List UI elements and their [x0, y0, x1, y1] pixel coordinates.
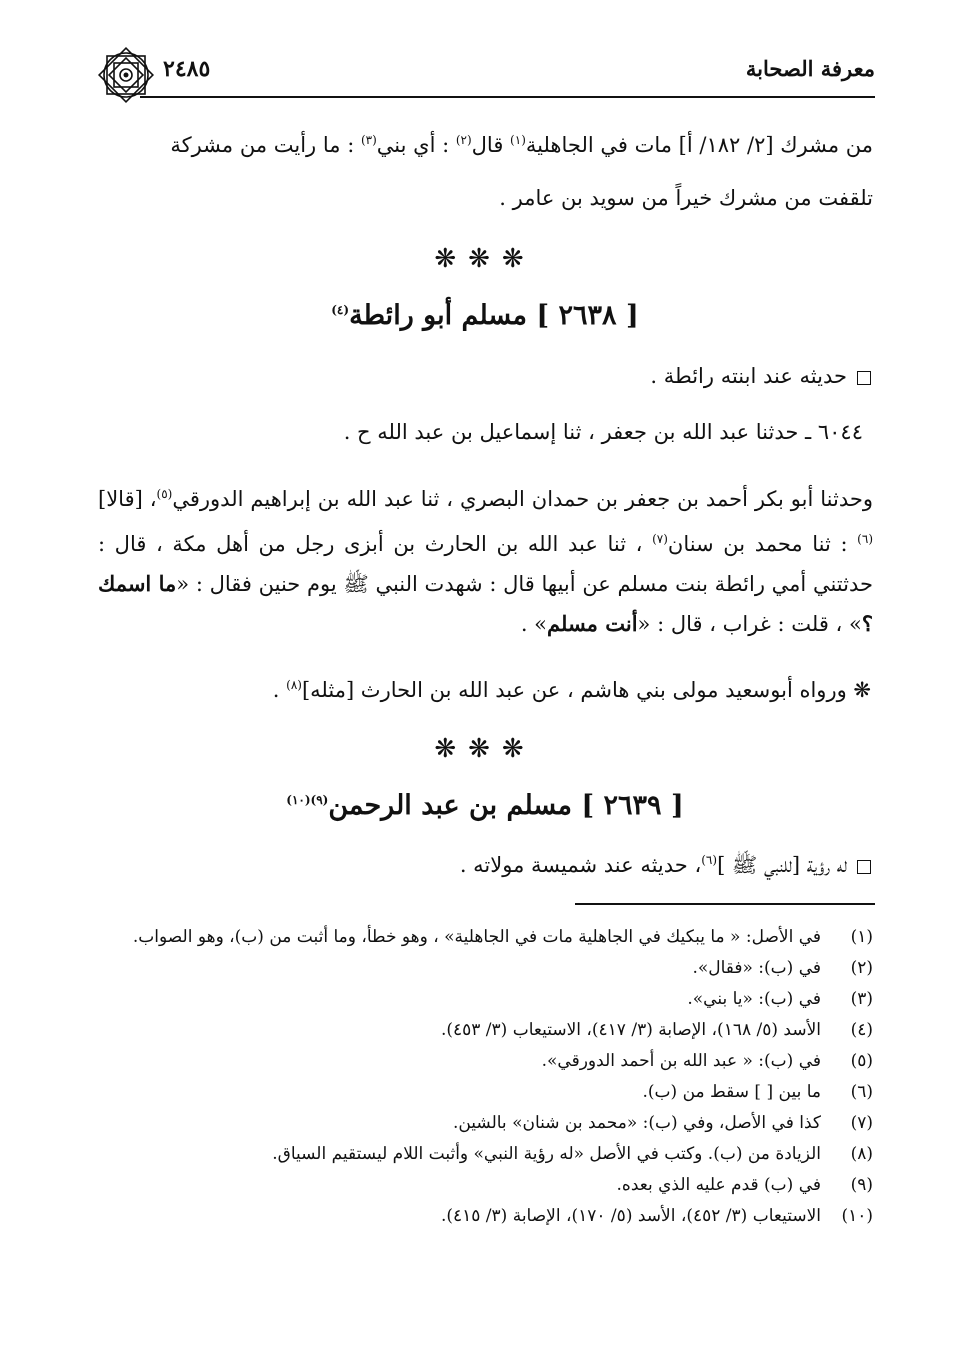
footnote-ref: (٧)	[652, 532, 668, 546]
footnote	[98, 953, 873, 984]
footnote-number: (٢)	[850, 958, 873, 978]
square-bullet-icon	[857, 860, 871, 874]
entry-note-text: حديثه عند ابنته رائطة .	[650, 364, 847, 388]
footnote-text: في (ب): « عبد الله بن أحمد الدورقي».	[541, 1051, 821, 1071]
entry-note-text-end: ، حديثه عند شميسة مولاته .	[459, 853, 702, 877]
footnote-number: (٧)	[850, 1113, 873, 1133]
footnote-number: (٤)	[850, 1020, 873, 1040]
hadith-text-b: ، [قالا]	[98, 487, 157, 511]
riwaya-end: .	[272, 678, 287, 702]
footnote	[98, 922, 873, 953]
entry-heading	[95, 300, 875, 331]
entry-heading	[95, 790, 875, 821]
footnote-text: الزيادة من (ب). وكتب في الأصل «له رؤية النبي» وأثبت اللام ليستقيم السياق.	[272, 1144, 821, 1164]
footnote	[98, 1046, 873, 1077]
footnote-rule	[575, 903, 875, 905]
footnote-text: ما بين [ ] سقط من (ب).	[642, 1082, 821, 1102]
footnote-text: في (ب): «يا بني».	[687, 989, 821, 1009]
hadith-text-f: » .	[520, 612, 548, 636]
footnote-ref: (٨)	[286, 678, 302, 692]
footnote	[98, 1108, 873, 1139]
footnote-number: (٦)	[850, 1082, 873, 1102]
footnote-ref: (٩)(١٠)	[286, 793, 329, 807]
intro-text-d: : ما رأيت من مشركة	[170, 133, 361, 157]
hadith-quote-1: ما اسمك ؟	[98, 571, 873, 636]
riwaya-text: ❋ ورواه أبوسعيد مولى بني هاشم ، عن عبد الله بن الحارث [مثله]	[301, 678, 871, 702]
intro-line-1	[170, 133, 873, 157]
intro-text-c: : أي بني	[376, 133, 456, 157]
hadith-quote-2: أنت مسلم	[547, 611, 638, 636]
footnote-ref: (٤)	[331, 303, 350, 317]
hadith-text-a: وحدثنا أبو بكر أحمد بن جعفر بن حمدان البصري ، ثنا عبد الله بن إبراهيم الدورقي	[172, 487, 873, 511]
footnote-number: (١)	[850, 927, 873, 947]
entry-note-text: له رؤية [للنبي ﷺ ]	[717, 853, 847, 877]
footnote-text: كذا في الأصل، وفي (ب): «محمد بن شنان» بالشين.	[452, 1113, 821, 1133]
footnote-ref: (٥)	[156, 487, 173, 501]
footnote	[98, 1139, 873, 1170]
entry-note	[460, 852, 871, 883]
footnote-number: (٥)	[850, 1051, 873, 1071]
footnote-ref: (٣)	[360, 133, 377, 147]
footnote	[98, 1077, 873, 1108]
section-separator: ❋❋❋	[434, 734, 536, 764]
footnote-number: (٩)	[850, 1175, 873, 1195]
hadith-text-e: » ، قلت : غراب ، قال : «	[637, 612, 862, 636]
entry-note	[650, 364, 871, 388]
footnote-text: في الأصل: « ما يبكيك في الجاهلية مات في الجاهلية» ، وهو خطأ، وما أثبت من (ب)، وهو الصواب.	[132, 927, 821, 947]
hadith-text-d: ، ثنا عبد الله بن الحارث بن أبزى رجل من أهل مكة ، قال : حدثتني أمي رائطة بنت مسلم عن أبيها قال : شهدت النبي ﷺ يوم حنين فقال : «	[98, 532, 873, 596]
footnote-ref: (١)	[510, 133, 526, 147]
footnote	[98, 1201, 873, 1232]
section-separator: ❋❋❋	[434, 244, 536, 274]
footnote	[98, 1015, 873, 1046]
hadith-line: ٦٠٤٤ ـ حدثنا عبد الله بن جعفر ، ثنا إسماعيل بن عبد الله ح .	[343, 420, 863, 444]
footnotes	[98, 922, 873, 1232]
riwaya-line	[273, 678, 871, 702]
entry-heading-text: [ ٢٦٣٩ ] مسلم بن عبد الرحمن	[328, 790, 684, 821]
intro-text-a: من مشرك [٢/ ١٨٢/ أ] مات في الجاهلية	[525, 133, 873, 157]
hadith-text-c: : ثنا محمد بن سنان	[667, 532, 858, 556]
footnote-text: في (ب) قدم عليه الذي بعده.	[616, 1175, 821, 1195]
footnote-ref: (٦)	[701, 853, 718, 867]
intro-text-b: قال	[471, 133, 511, 157]
book-title: معرفة الصحابة	[745, 56, 875, 81]
footnote	[98, 1170, 873, 1201]
footnote-text: في (ب): «فقال».	[692, 958, 821, 978]
footnote-ref: (٢)	[455, 133, 472, 147]
page-header	[95, 50, 875, 95]
footnote-ref: (٦)	[857, 532, 873, 546]
footnote-text: الاستيعاب (٣/ ٤٥٢)، الأسد (٥/ ١٧٠)، الإصابة (٣/ ٤١٥).	[440, 1206, 821, 1226]
footnote-number: (٨)	[850, 1144, 873, 1164]
entry-heading-text: [ ٢٦٣٨ ] مسلم أبو رائطة	[349, 300, 639, 331]
footnote	[98, 984, 873, 1015]
hadith-paragraph	[98, 474, 873, 644]
page-number: ٢٤٨٥	[163, 56, 211, 82]
intro-line-2: تلقفت من مشرك خيراً من سويد بن عامر .	[499, 186, 873, 210]
square-bullet-icon	[857, 371, 871, 385]
footnote-number: (٣)	[850, 989, 873, 1009]
header-rule	[140, 96, 875, 98]
footnote-text: الأسد (٥/ ١٦٨)، الإصابة (٣/ ٤١٧)، الاستيعاب (٣/ ٤٥٣).	[440, 1020, 821, 1040]
footnote-number: (١٠)	[841, 1206, 873, 1226]
